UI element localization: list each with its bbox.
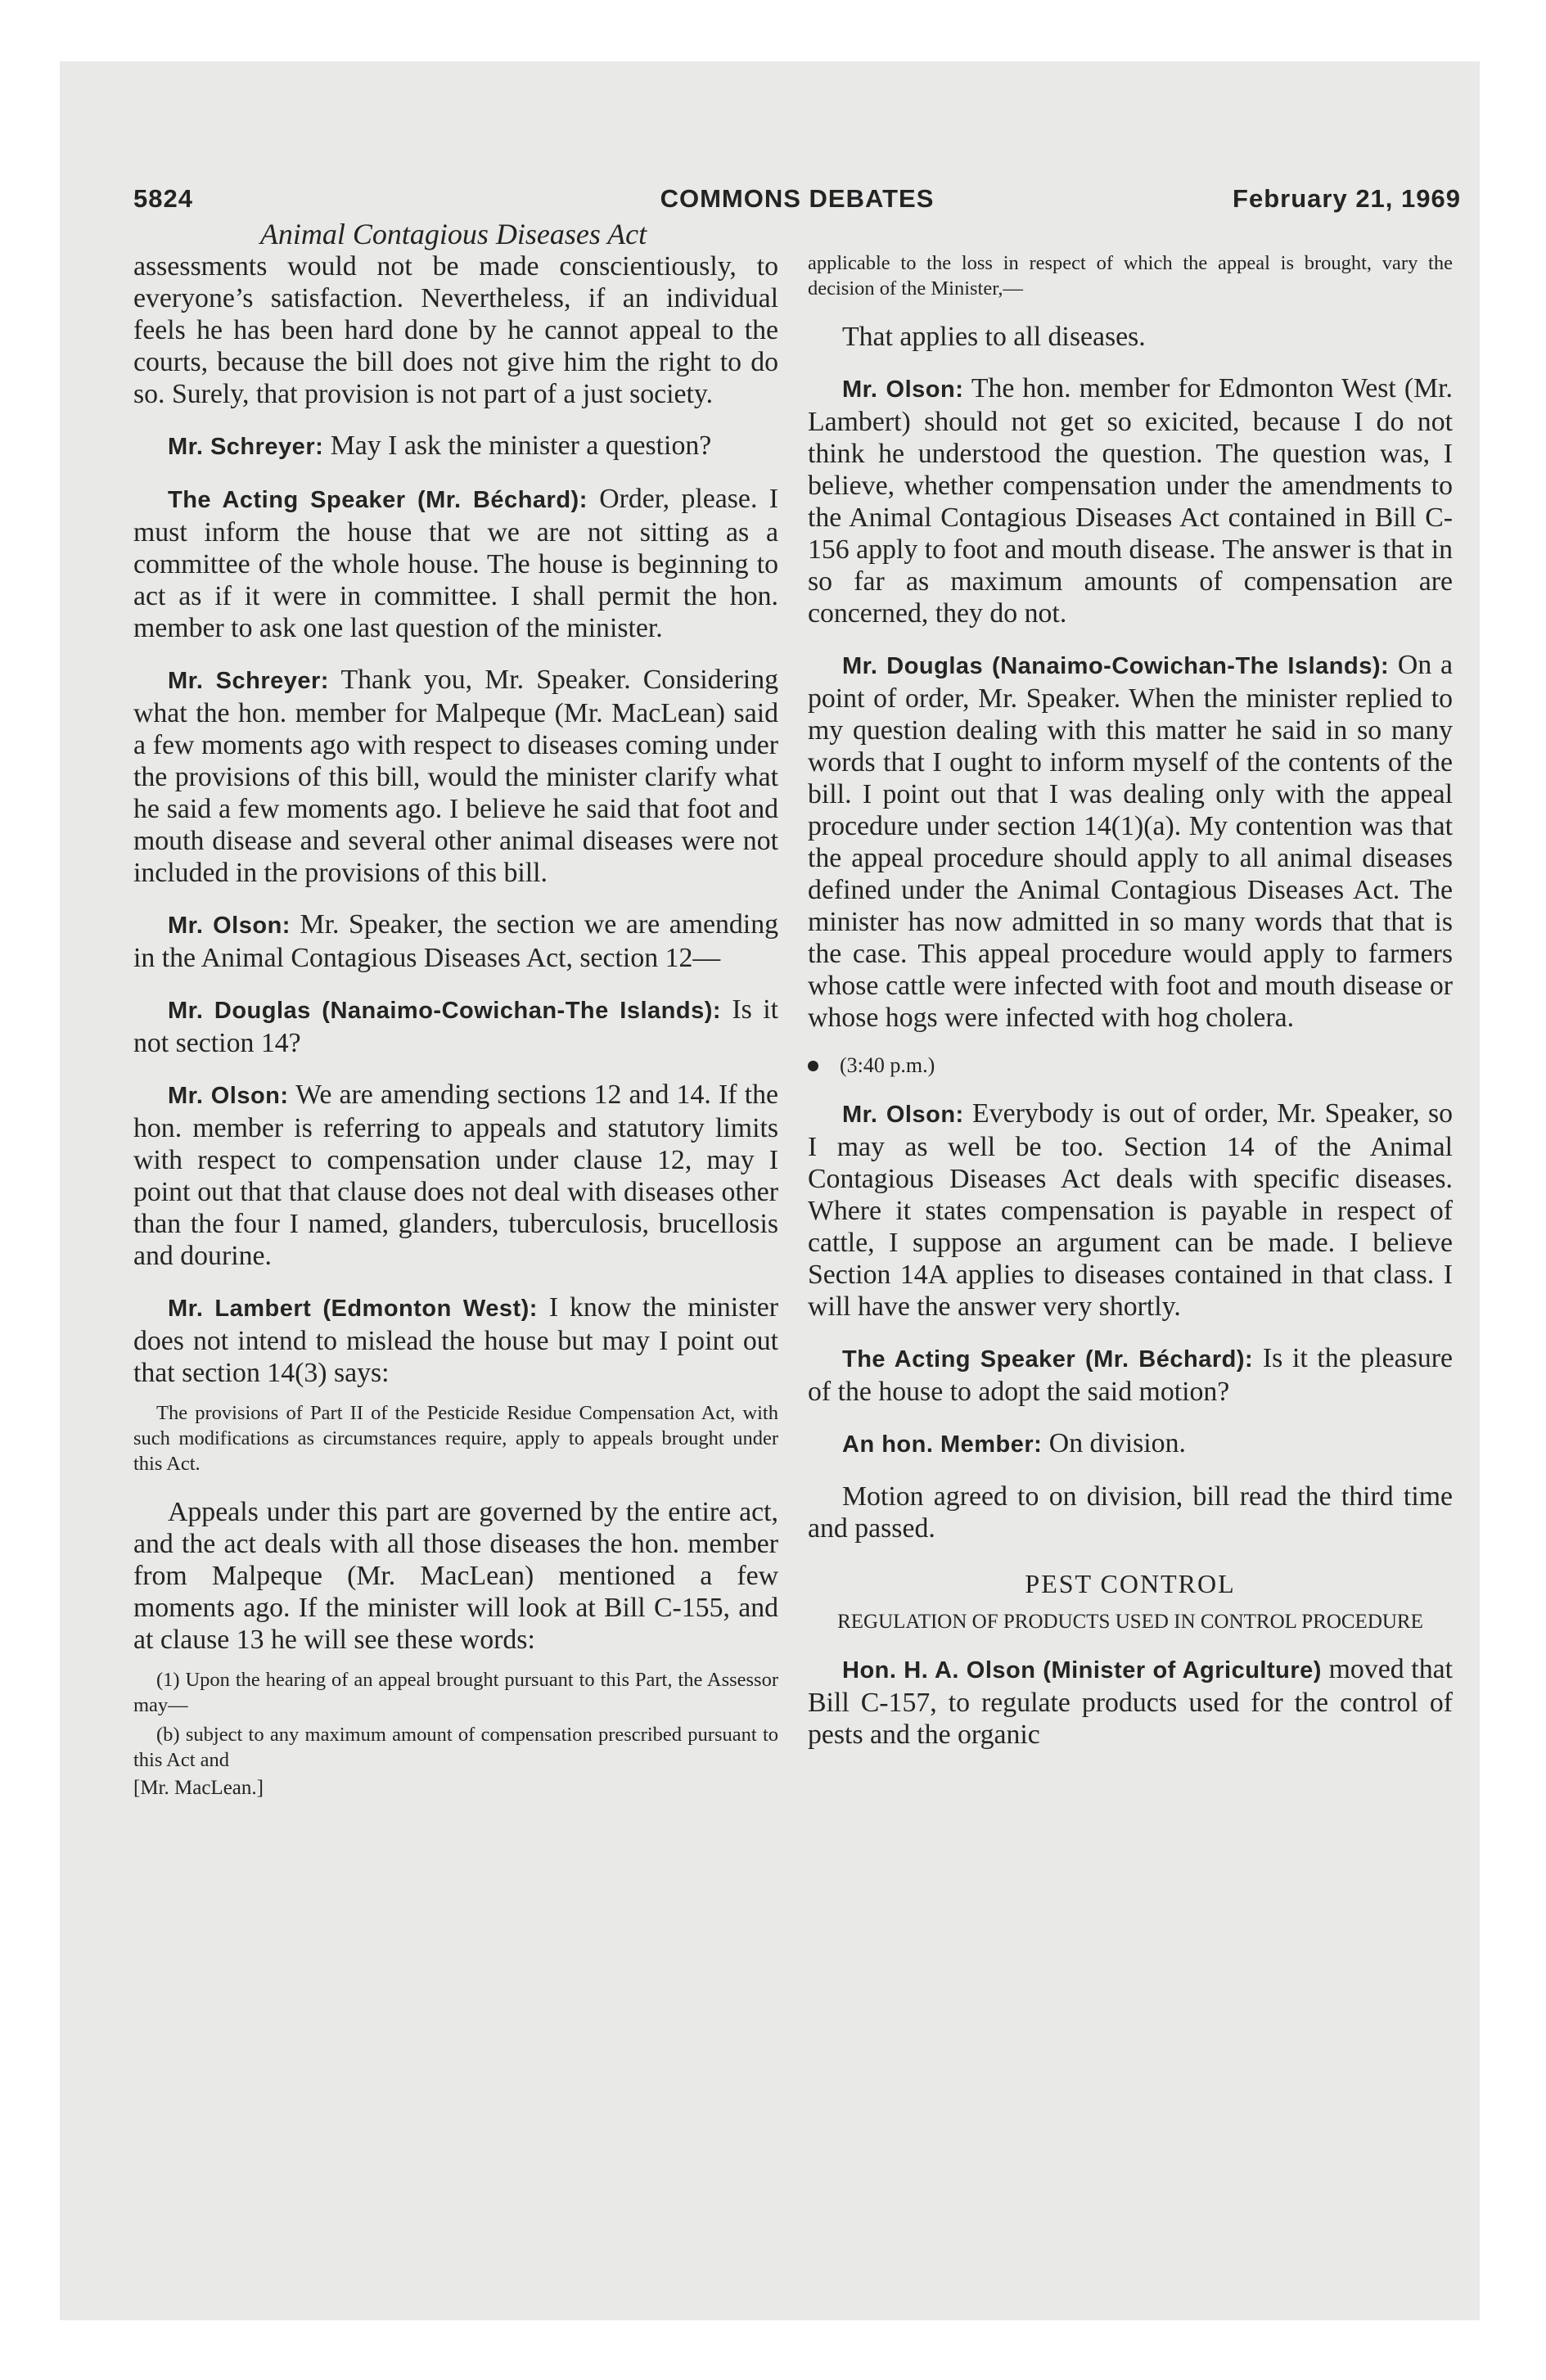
speech-text: On a point of order, Mr. Speaker. When the minister replied to my question dealing with this matter he said in so many words that I ought to inform myself of the contents of the bill. I point out that I was dealing only with the appeal procedure under section 14(1)(a). My contention was that the appeal procedure should apply to all animal diseases defined under the Animal Contagious Diseases Act. The minister has now admitted in so many words that that is the case. This appeal procedure would apply to farmers whose cattle were infected with foot and mouth disease or whose hogs were infected with hog cholera.	[808, 650, 1453, 1033]
speaker-name: Hon. H. A. Olson (Minister of Agriculture)	[842, 1657, 1322, 1684]
speech-text: Order, please. I must inform the house that we are not sitting as a committee of the whole house. The house is beginning to act as if it were in committee. I shall permit the hon. member to ask one last question of the minister.	[133, 484, 779, 643]
speech-text: On division.	[1042, 1428, 1186, 1458]
paragraph	[133, 994, 778, 1059]
speaker-name: Mr. Olson:	[842, 376, 964, 403]
speaker-name: Mr. Olson:	[168, 913, 291, 939]
section-subheading: REGULATION OF PRODUCTS USED IN CONTROL PROCEDURE	[837, 1611, 1423, 1633]
speaker-name: Mr. Douglas (Nanaimo-Cowichan-The Islands):	[842, 653, 1390, 679]
speaker-name: Mr. Schreyer:	[168, 434, 324, 460]
speaker-name: Mr. Lambert (Edmonton West):	[168, 1296, 538, 1322]
paragraph	[133, 483, 778, 644]
speaker-name: The Acting Speaker (Mr. Béchard):	[168, 487, 588, 513]
paragraph	[808, 372, 1453, 629]
speech-text: moved that Bill C-157, to regulate products used for the control of pests and the organic	[808, 1654, 1453, 1750]
speech-text: Thank you, Mr. Speaker. Considering what the hon. member for Malpeque (Mr. MacLean) said a few moments ago with respect to diseases coming under the provisions of this bill, would the minister clarify what he said a few moments ago. I believe he said that foot and mouth disease and several other animal diseases were not included in the provisions of this bill.	[133, 665, 778, 888]
paragraph: Appeals under this part are governed by the entire act, and the act deals with all those diseases the hon. member from Malpeque (Mr. MacLean) mentioned a few moments ago. If the minister will look at Bill C-155, and at clause 13 he will see these words:	[133, 1497, 778, 1655]
paragraph	[133, 430, 778, 463]
paragraph	[133, 1079, 778, 1272]
issue-date: February 21, 1969	[1233, 184, 1461, 213]
paragraph: That applies to all diseases.	[842, 322, 1146, 352]
section-heading: PEST CONTROL	[1025, 1569, 1236, 1598]
paragraph	[808, 1427, 1453, 1461]
time-stamp	[808, 1053, 1453, 1078]
paragraph	[808, 1098, 1453, 1323]
speaker-footer: [Mr. MacLean.]	[133, 1777, 264, 1799]
speaker-name: Mr. Douglas (Nanaimo-Cowichan-The Islands):	[168, 998, 722, 1024]
speech-text: Is it not section 14?	[133, 994, 778, 1058]
time-text: (3:40 p.m.)	[840, 1053, 935, 1077]
bullet-icon	[808, 1061, 818, 1071]
quoted-text: applicable to the loss in respect of which the appeal is brought, vary the decision of the Minister,—	[808, 252, 1453, 300]
speech-text: Is it the pleasure of the house to adopt the said motion?	[808, 1343, 1453, 1407]
speaker-name: Mr. Schreyer:	[168, 668, 329, 694]
paragraph	[133, 908, 778, 974]
paragraph: Motion agreed to on division, bill read the third time and passed.	[808, 1481, 1453, 1544]
left-column	[133, 250, 778, 1800]
speech-text: I know the minister does not intend to mislead the house but may I point out that section 14(3) says:	[133, 1292, 778, 1388]
speaker-name: Mr. Olson:	[168, 1083, 289, 1109]
quoted-text: (b) subject to any maximum amount of compensation prescribed pursuant to this Act and	[133, 1724, 778, 1771]
paragraph	[808, 1653, 1453, 1751]
paragraph	[133, 1291, 778, 1389]
publication-title: COMMONS DEBATES	[660, 184, 935, 213]
quoted-text: (1) Upon the hearing of an appeal brought pursuant to this Part, the Assessor may—	[133, 1669, 778, 1716]
right-column	[808, 250, 1453, 1770]
speech-text: May I ask the minister a question?	[323, 430, 712, 461]
paragraph	[808, 649, 1453, 1034]
speaker-name: Mr. Olson:	[842, 1102, 964, 1128]
speech-text: Mr. Speaker, the section we are amending in the Animal Contagious Diseases Act, section 12—	[133, 909, 778, 973]
speaker-name: An hon. Member:	[842, 1431, 1043, 1458]
quoted-text: The provisions of Part II of the Pesticide Residue Compensation Act, with such modifications as circumstances require, apply to appeals brought under this Act.	[133, 1402, 778, 1475]
page-number: 5824	[133, 184, 193, 213]
speech-text: Everybody is out of order, Mr. Speaker, so I may as well be too. Section 14 of the Animal Contagious Diseases Act deals with specific diseases. Where it states compensation is payable in respect of cattle, I suppose an argument can be made. I believe Section 14A applies to diseases contained in that class. I will have the answer very shortly.	[808, 1098, 1453, 1322]
speech-text: The hon. member for Edmonton West (Mr. Lambert) should not get so exicited, because I do not think he understood the question. The question was, I believe, whether compensation under the amendments to the Animal Contagious Diseases Act contained in Bill C-156 apply to foot and mouth disease. The answer is that in so far as maximum amounts of compensation are concerned, they do not.	[808, 373, 1453, 629]
paragraph: assessments would not be made conscientiously, to everyone’s satisfaction. Nevertheless, if an individual feels he has been hard done by he cannot appeal to the courts, because the bill does not give him the right to do so. Surely, that provision is not part of a just society.	[133, 251, 778, 409]
speaker-name: The Acting Speaker (Mr. Béchard):	[842, 1346, 1254, 1373]
paragraph	[133, 664, 778, 889]
paragraph	[808, 1342, 1453, 1408]
running-head: Animal Contagious Diseases Act	[259, 218, 647, 250]
speech-text: We are amending sections 12 and 14. If the hon. member is referring to appeals and statutory limits with respect to compensation under clause 12, may I point out that that clause does not deal with diseases other than the four I named, glanders, tuberculosis, brucellosis and dourine.	[133, 1080, 778, 1271]
